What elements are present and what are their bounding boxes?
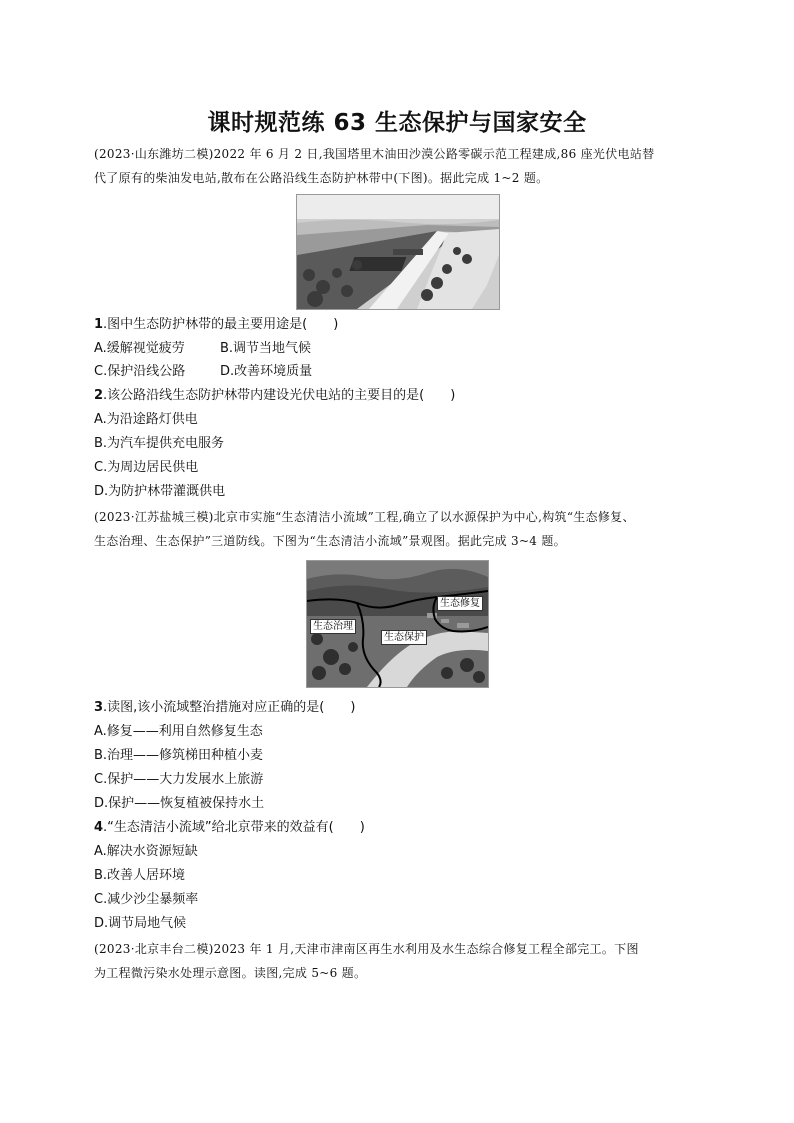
- question-4: [94, 817, 702, 839]
- desert-road-photo: [296, 194, 500, 310]
- intro-2-line-2: 生态治理、生态保护”三道防线。下图为“生态清洁小流域”景观图。据此完成 3~4 题。: [94, 534, 566, 548]
- label-ecological-repair: 生态修复: [437, 596, 483, 611]
- label-ecological-treatment: 生态治理: [310, 619, 356, 634]
- page-title: 课时规范练 63 生态保护与国家安全: [207, 110, 587, 136]
- intro-1-line-1: (2023·山东潍坊二模)2022 年 6 月 2 日,我国塔里木油田沙漠公路零碳示范工程建成,86 座光伏电站替: [94, 147, 655, 161]
- intro-2-line-1: (2023·江苏盐城三模)北京市实施“生态清洁小流域”工程,确立了以水源保护为中心,构筑“生态修复、: [94, 510, 635, 524]
- q2-option-b[interactable]: B.为汽车提供充电服务: [94, 436, 225, 451]
- question-4-number: 4: [94, 820, 104, 835]
- q1-option-c[interactable]: C.保护沿线公路: [94, 364, 186, 379]
- question-2: [94, 385, 702, 407]
- q2-option-d[interactable]: D.为防护林带灌溉供电: [94, 484, 226, 499]
- q2-option-c[interactable]: C.为周边居民供电: [94, 460, 199, 475]
- question-1-number: 1: [94, 317, 104, 332]
- question-1-options-row-2: [94, 361, 313, 383]
- q3-option-c[interactable]: C.保护——大力发展水上旅游: [94, 772, 264, 787]
- intro-passage-2: [94, 505, 702, 553]
- q4-option-a[interactable]: A.解决水资源短缺: [94, 844, 198, 859]
- q4-option-b[interactable]: B.改善人居环境: [94, 868, 186, 883]
- q3-option-a[interactable]: A.修复——利用自然修复生态: [94, 724, 263, 739]
- intro-passage-1: [94, 142, 702, 190]
- question-3: [94, 697, 702, 719]
- question-2-number: 2: [94, 388, 104, 403]
- q2-option-a[interactable]: A.为沿途路灯供电: [94, 412, 198, 427]
- q4-option-c[interactable]: C.减少沙尘暴频率: [94, 892, 199, 907]
- q1-option-b[interactable]: B.调节当地气候: [220, 341, 312, 356]
- question-2-stem: .该公路沿线生态防护林带内建设光伏电站的主要目的是( ): [103, 388, 456, 403]
- q4-option-d[interactable]: D.调节局地气候: [94, 916, 187, 931]
- q3-option-d[interactable]: D.保护——恢复植被保持水土: [94, 796, 265, 811]
- label-ecological-protection: 生态保护: [381, 630, 427, 645]
- intro-3-line-2: 为工程微污染水处理示意图。读图,完成 5~6 题。: [94, 966, 367, 980]
- question-1: [94, 314, 702, 336]
- q1-option-d[interactable]: D.改善环境质量: [220, 364, 313, 379]
- q3-option-b[interactable]: B.治理——修筑梯田种植小麦: [94, 748, 264, 763]
- question-3-stem: .读图,该小流域整治措施对应正确的是( ): [103, 700, 356, 715]
- question-1-options-row-1: [94, 338, 312, 360]
- intro-passage-3: [94, 937, 702, 985]
- question-3-number: 3: [94, 700, 104, 715]
- question-1-stem: .图中生态防护林带的最主要用途是( ): [103, 317, 339, 332]
- intro-1-line-2: 代了原有的柴油发电站,散布在公路沿线生态防护林带中(下图)。据此完成 1~2 题。: [94, 171, 549, 185]
- desert-road-photo-drawing: [297, 195, 499, 309]
- question-4-stem: .“生态清洁小流域”给北京带来的效益有( ): [103, 820, 365, 835]
- q1-option-a[interactable]: A.缓解视觉疲劳: [94, 341, 185, 356]
- intro-3-line-1: (2023·北京丰台二模)2023 年 1 月,天津市津南区再生水利用及水生态综合修复工程全部完工。下图: [94, 942, 639, 956]
- watershed-landscape-photo: [306, 560, 489, 688]
